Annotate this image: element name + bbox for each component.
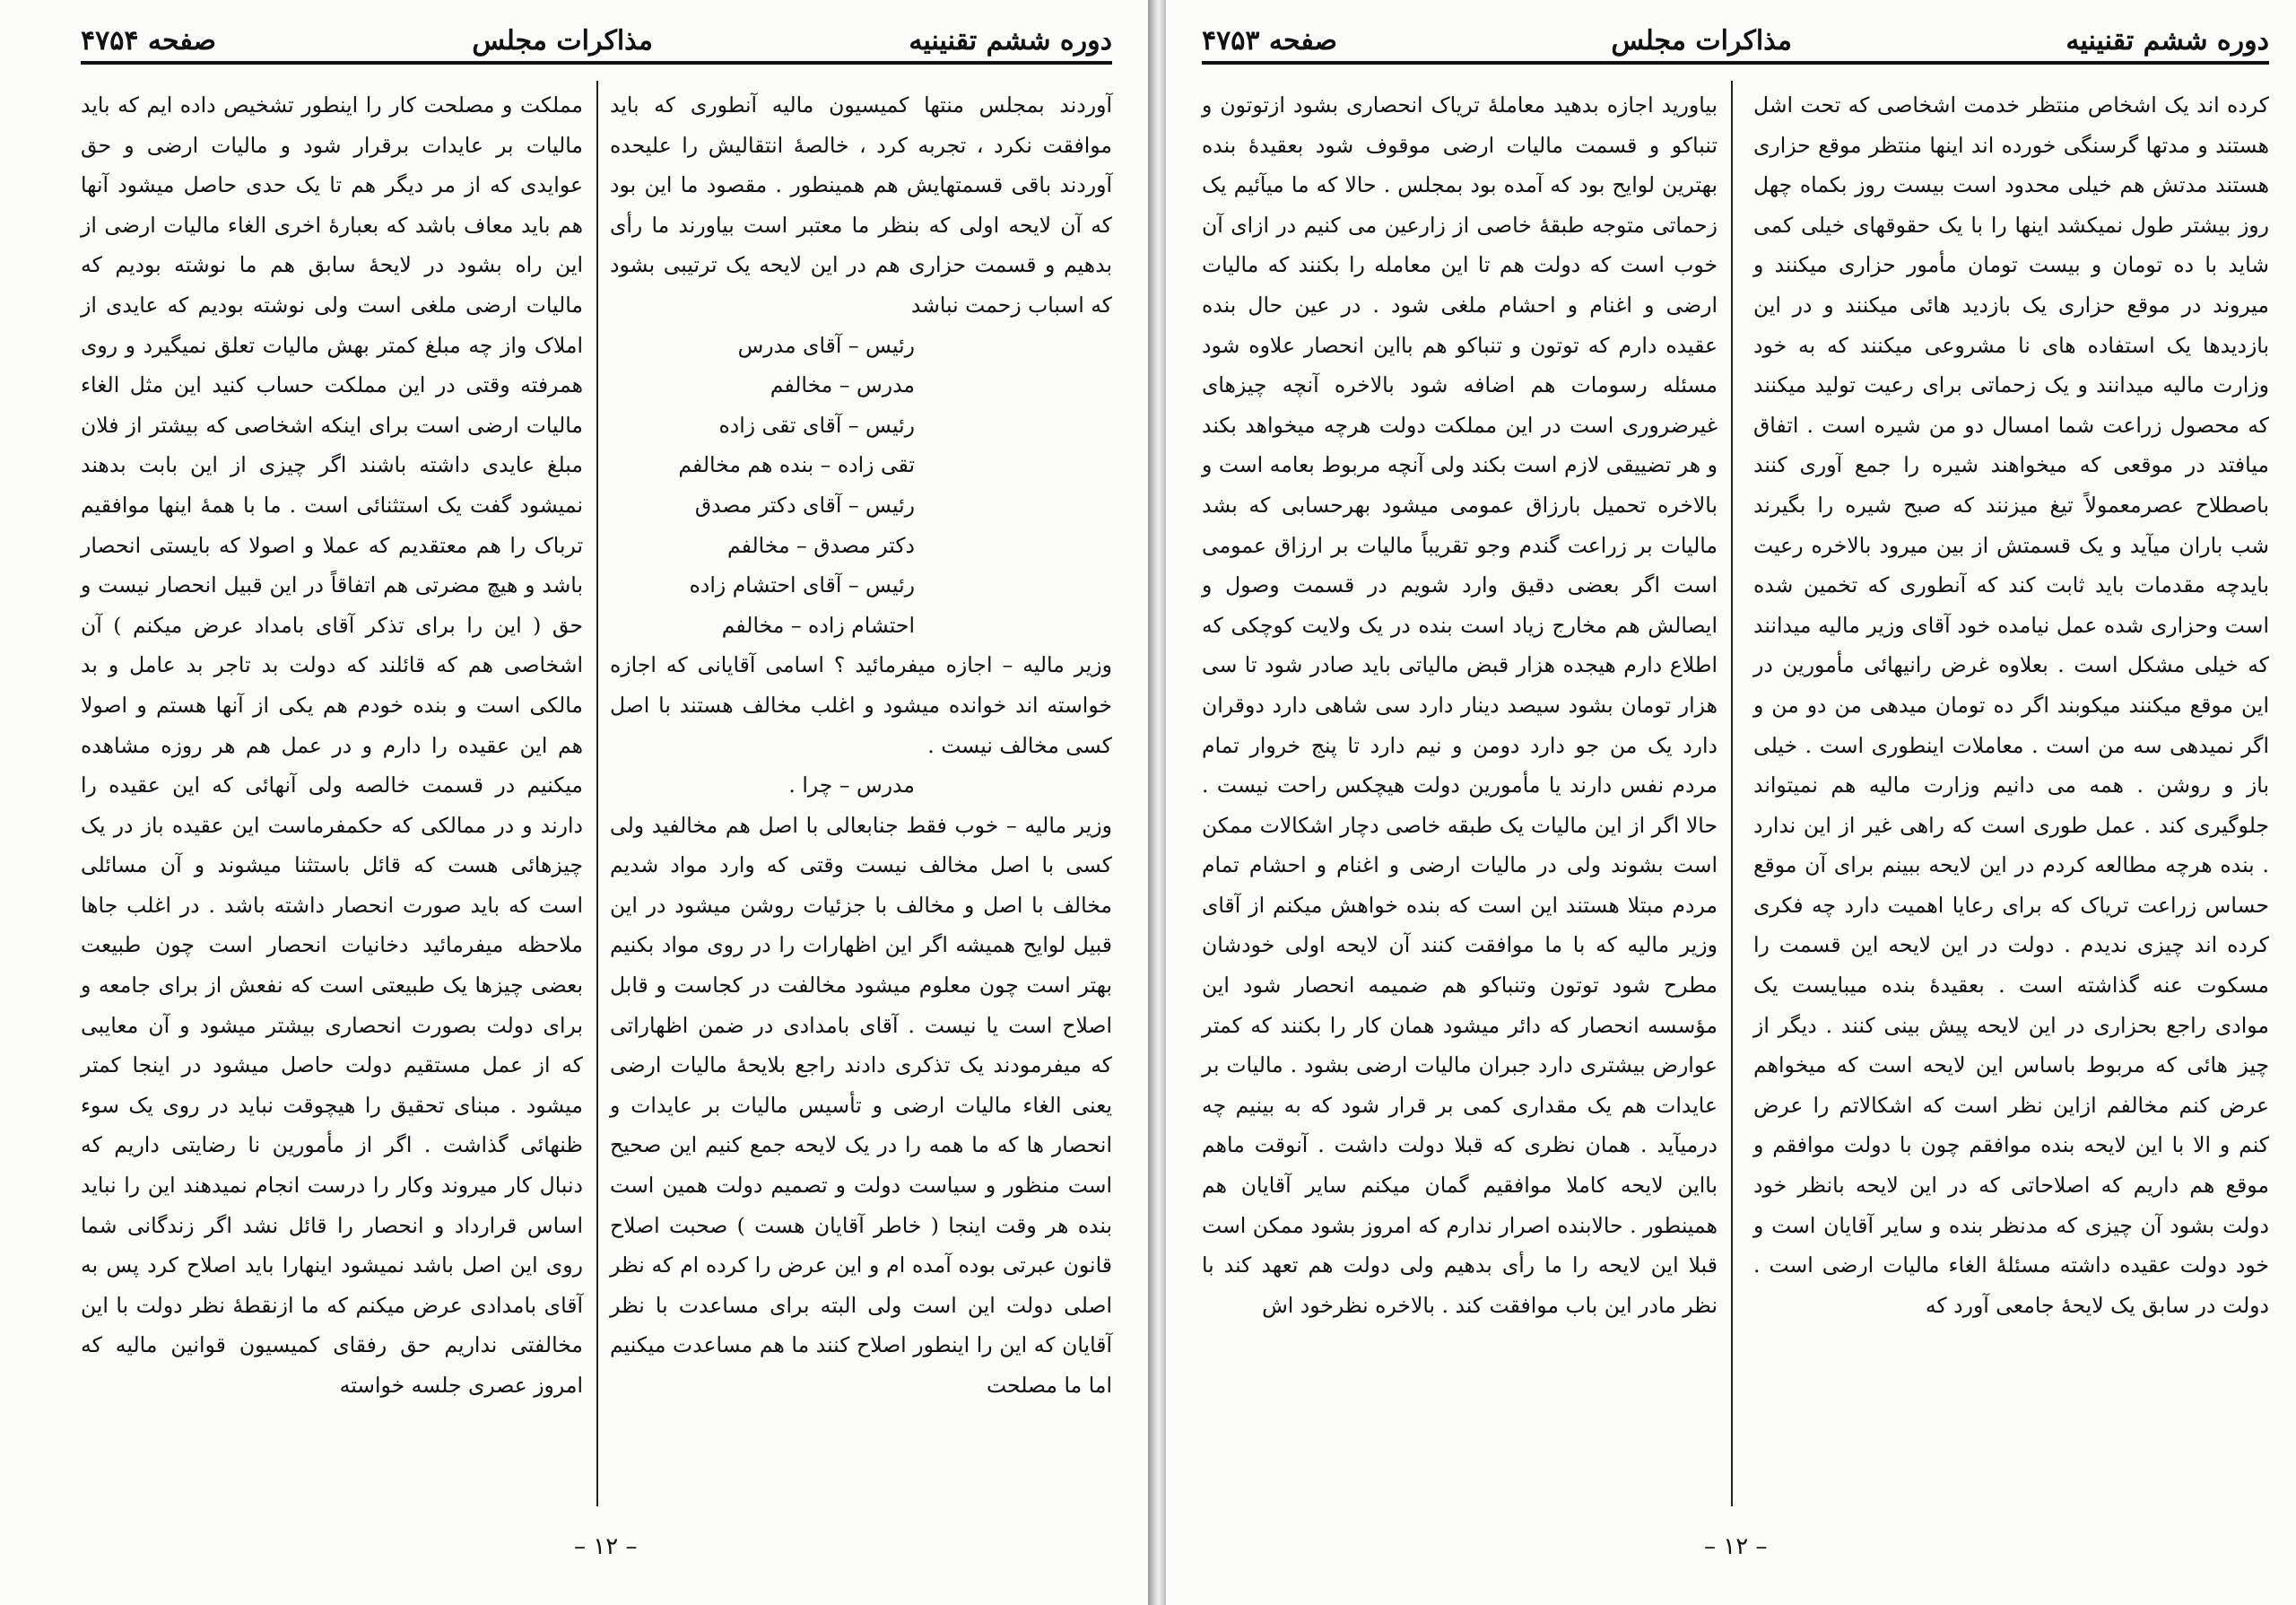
vote-line: مدرس – مخالفم xyxy=(770,372,915,398)
vote-line: رئیس – آقای تقی زاده xyxy=(718,412,915,438)
vote-line: دکتر مصدق – مخالفم xyxy=(726,532,915,558)
session-label: دوره ششم تقنینیه xyxy=(909,24,1112,57)
paragraph: وزیر مالیه – اجازه میفرمائید ؟ اسامی آقایانی که اجازه خواسته اند خوانده میشود و اغلب مخالف هستند با اصل کسی مخالف نیست . xyxy=(610,652,1112,758)
page-label: صفحه ۴۷۵۴ xyxy=(81,24,217,57)
page-number: – ۱۲ – xyxy=(574,1533,638,1560)
text-column-right xyxy=(610,85,1112,1506)
session-label: دوره ششم تقنینیه xyxy=(2066,24,2269,57)
paragraph: بیاورید اجازه بدهید معاملهٔ تریاک انحصاری بشود ازتوتون و تنباکو و قسمت مالیات ارضی موقوف شود بعقیدهٔ بنده بهترین لوایح بود که آمده بود بمجلس . حالا که ما میآئیم یک زحماتی متوجه طبقهٔ خاصی از زارعین می کنیم در ازای آن خوب است که دولت هم تا این معامله را بکنند که مالیات ارضی و اغنام و احشام ملغی شود . در عین حال بنده عقیده دارم که توتون و تنباکو هم بااین انحصار علاوه شود مسئله رسومات هم اضافه شود بالاخره آنچه چیزهای غیرضروری است در این مملکت دولت هرچه میخواهد بکند و هر تضییقی لازم است بکند ولی آنچه مربوط بعامه است و بالاخره تحمیل بارزاق عمومی میشود بهرحسابی که بشد مالیات بر زراعت گندم وجو تقریباً مالیات بر ارزاق عمومی است اگر بعضی دقیق وارد شویم در قسمت وصول و ایصالش هم مخارج زیاد است بنده در یک ولایت کوچکی که اطلاع دارم هیجده هزار قبض مالیاتی باید صادر شود تا سی هزار تومان بشود سیصد دینار دارد سی شاهی دارد دوقران دارد یک من جو دارد دومن و نیم دارد تا پنج خروار تمام مردم نفس دارند یا مأمورین دولت هیچکس راحت نیست . حالا اگر از این مالیات یک طبقه خاصی دچار اشکالات ممکن است بشوند ولی در مالیات ارضی و اغنام و احشام تمام مردم مبتلا هستند این است که بنده خواهش میکنم از آقای وزیر مالیه که با ما موافقت کنند آن لایحه اولی خودشان مطرح شود توتون وتنباکو هم ضمیمه انحصار شود این مؤسسه انحصار که دائر میشود همان کار را بکنند که کمتر عوارض بیشتری دارد جبران مالیات ارضی بشود . مالیات بر عایدات هم یک مقداری کمی بر قرار شود که به بینیم چه درمیآید . همان نظری که قبلا دولت داشت . آنوقت ماهم بااین لایحه کاملا موافقیم گمان میکنم سایر آقایان هم همینطور . حالابنده اصرار ندارم که امروز بشود ممکن است قبلا این لایحه را ما رأی بدهیم ولی دولت هم تعهد کند با نظر مادر این باب موافقت کند . بالاخره نظرخود اش xyxy=(1202,92,1718,1318)
page-header xyxy=(81,20,1112,61)
vote-list xyxy=(610,326,1112,646)
text-column-left xyxy=(81,85,583,1506)
page-number: – ۱۲ – xyxy=(1704,1533,1768,1560)
right-page xyxy=(1166,0,2296,1605)
text-column-left xyxy=(1202,85,1718,1506)
column-divider xyxy=(596,81,598,1506)
vote-line: رئیس – آقای مدرس xyxy=(737,332,915,358)
vote-line: احتشام زاده – مخالفم xyxy=(721,612,915,638)
vote-line: تقی زاده – بنده هم مخالفم xyxy=(678,452,915,478)
journal-title: مذاکرات مجلس xyxy=(1611,24,1792,57)
vote-line: رئیس – آقای احتشام زاده xyxy=(689,572,915,598)
header-rule xyxy=(81,61,1112,65)
page-header xyxy=(1202,20,2269,61)
page-label: صفحه ۴۷۵۳ xyxy=(1202,24,1338,57)
paragraph: آوردند بمجلس منتها کمیسیون مالیه آنطوری که باید موافقت نکرد ، تجربه کرد ، خالصهٔ انتقالیش را علیحده آوردند باقی قسمتهایش هم همینطور . مقصود ما این بود که آن لایحه اولی که بنظر ما معتبر است بیاورند ما رأی بدهیم و قسمت حزاری هم در این لایحه یک ترتیبی بشود که اسباب زحمت نباشد xyxy=(610,92,1112,318)
journal-title: مذاکرات مجلس xyxy=(472,24,653,57)
paragraph: کرده اند یک اشخاص منتظر خدمت اشخاصی که تحت اشل هستند و مدتها گرسنگی خورده اند اینها منتظر موقع حزاری هستند مدتش هم خیلی محدود است بیست روز بکماه چهل روز بیشتر طول نمیکشد اینها را با یک حقوقهای خیلی کمی شاید با ده تومان و بیست تومان مأمور حزاری میکنند و میروند در موقع حزاری یک بازدید هائی میکنند و در این بازدیدها یک استفاده های نا مشروعی میکنند که به خود وزارت مالیه میدانند و یک زحماتی برای رعیت تولید میکنند که محصول زراعت شما امسال دو من شیره است . اتفاق میافتد در موقعی که میخواهند شیره را جمع آوری کنند باصطلاح عصرمعمولاً تیغ میزنند که صبح شیره را بگیرند شب باران میآید و یک قسمتش از بین میرود بالاخره رعیت بایدچه مقدمات باید ثابت کند که آنطوری که تخمین شده است وحزاری شده عمل نیامده خود آقای وزیر مالیه میدانند که خیلی مشکل است . بعلاوه غرض رانیهائی مأمورین در این موقع میکنند میکوبند اگر ده تومان میدهی من دو من و اگر نمیدهی سه من است . معاملات اینطوری است . خیلی باز و روشن . همه می دانیم وزارت مالیه هم نمیتواند جلوگیری کند . عمل طوری است که راهی غیر از این ندارد . بنده هرچه مطالعه کردم در این لایحه ببینم برای آن موقع حساس زراعت تریاک که برای رعایا اهمیت دارد چه فکری کرده اند چیزی ندیدم . دولت در این لایحه این قسمت را مسکوت عنه گذاشته است . بعقیدهٔ بنده میبایست یک موادی راجع بحزاری در این لایحه پیش بینی کنند . دیگر از چیز هائی که مربوط باساس این لایحه است که میخواهم عرض کنم مخالفم ازاین نظر است که اشکالاتم را عرض کنم و الا با این لایحه بنده موافقم چون با دولت موافقم و موقع هم داریم که اصلاحاتی که در این لایحه بانظر خود دولت بشود آن چیزی که مدنظر بنده و سایر آقایان است و خود دولت عقیده داشته مسئلهٔ الغاء مالیات ارضی است . دولت در سابق یک لایحهٔ جامعی آورد که xyxy=(1753,92,2269,1318)
paragraph: مملکت و مصلحت کار را اینطور تشخیص داده ایم که باید مالیات بر عایدات برقرار شود و مالیات ارضی و حق عوایدی که از مر دیگر هم تا یک حدی حاصل میشود آنها هم باید معاف باشد که بعبارهٔ اخری الغاء مالیات ارضی از این راه بشود در لایحهٔ سابق هم ما نوشته بودیم که مالیات ارضی ملغی است ولی نوشته بودیم که عایدی از املاک واز چه مبلغ کمتر بهش مالیات تعلق نمیگیرد و روی همرفته وقتی در این مملکت حساب کنید این مثل الغاء مالیات ارضی است برای اینکه اشخاصی که بیشتر از فلان مبلغ عایدی داشته باشند اگر چیزی از این بابت بدهند نمیشود گفت یک استثنائی است . ما با همهٔ اینها موافقیم ترباک را هم معتقدیم که عملا و اصولا که بایستی انحصار باشد و هیچ مضرتی هم اتفاقاً در این قبیل انحصار نیست و حق ( این را برای تذکر آقای بامداد عرض میکنم ) آن اشخاصی هم که قائلند که دولت بد تاجر بد عامل و بد مالکی است و بنده خودم هم یکی از آنها هستم و اصولا هم این عقیده را دارم و در عمل هم هر روزه مشاهده میکنیم در قسمت خالصه ولی آنهائی که این عقیده را دارند و در ممالکی که حکمفرماست این عقیده باز در یک چیزهائی هست که قائل باستثنا میشوند و آن مسائلی است که باید صورت انحصار داشته باشد . در اغلب جاها ملاحظه میفرمائید دخانیات انحصار است چون طبیعت بعضی چیزها یک طبیعتی است که نفعش از برای جامعه و برای دولت بصورت انحصاری بیشتر میشود و آن معایبی که از عمل مستقیم دولت حاصل میشود در اینجا کمتر میشود . مبنای تحقیق را هیچوقت نباید در روی یک سوء ظنهائی گذاشت . اگر از مأمورین نا رضایتی داریم که دنبال کار میروند وکار را درست انجام نمیدهند این را نباید اساس قرارداد و انحصار را قائل نشد اگر زندگانی شما روی این اصل باشد نمیشود اینهارا باید اصلاح کرد پس به آقای بامدادی عرض میکنم که ما ازنقطهٔ نظر دولت با این مخالفتی نداریم حق رفقای کمیسیون قوانین مالیه که امروز عصری جلسه خواسته xyxy=(81,92,583,1398)
column-divider xyxy=(1731,81,1733,1506)
paragraph: مدرس – چرا . xyxy=(788,772,915,798)
vote-line: رئیس – آقای دکتر مصدق xyxy=(694,492,915,518)
paragraph: وزیر مالیه – خوب فقط جنابعالی با اصل هم مخالفید ولی کسی با اصل مخالف نیست وقتی که وارد مواد شدیم مخالف با اصل و مخالف با جزئیات روشن میشود در این قبیل لوایح همیشه اگر این اظهارات را در روی مواد بکنیم بهتر است چون معلوم میشود مخالفت در کجاست و قابل اصلاح است یا نیست . آقای بامدادی در ضمن اظهاراتی که میفرمودند یک تذکری دادند راجع بلایحهٔ مالیات ارضی یعنی الغاء مالیات ارضی و تأسیس مالیات بر عایدات و انحصار ها که ما همه را در یک لایحه جمع کنیم این صحیح است منظور و سیاست دولت و تصمیم دولت همین است بنده هر وقت اینجا ( خاطر آقایان هست ) صحبت اصلاح قانون عبرتی بوده آمده ام و این عرض را کرده ام که نظر اصلی دولت این است ولی البته برای مساعدت با نظر آقایان که این را اینطور اصلاح کنند ما هم مساعدت میکنیم اما ما مصلحت xyxy=(610,812,1112,1398)
header-rule xyxy=(1202,61,2269,65)
book-gutter xyxy=(1148,0,1166,1605)
text-column-right xyxy=(1753,85,2269,1506)
